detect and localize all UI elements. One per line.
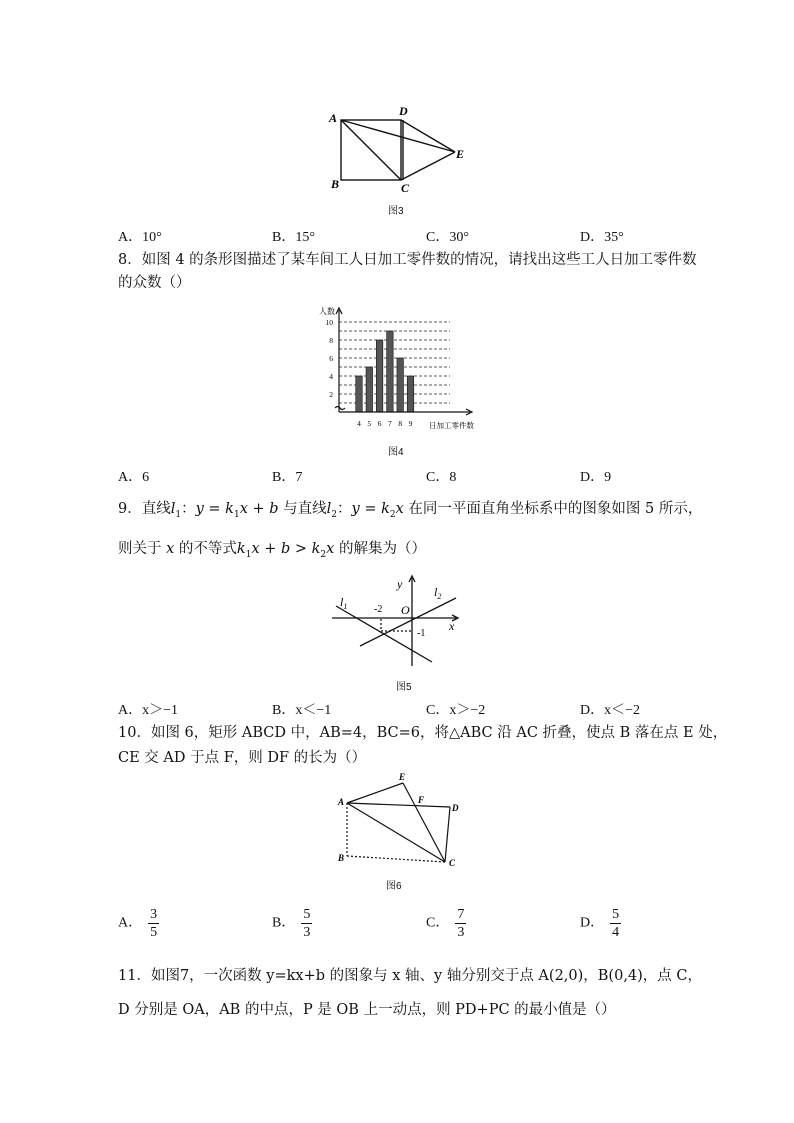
q10-option-b-label: B． xyxy=(272,915,296,931)
fig6-label-b: B xyxy=(338,853,345,863)
fraction-numerator: 5 xyxy=(612,907,620,922)
fraction-numerator: 3 xyxy=(150,907,158,922)
fig3-label-e: E xyxy=(456,147,465,161)
fig3-caption: 图3 xyxy=(388,206,404,217)
fig5-l1-label xyxy=(340,595,347,611)
fig5-caption: 图5 xyxy=(396,682,412,693)
fig4-x-tick-label: 4 xyxy=(357,419,361,428)
q9-text-line1 xyxy=(118,499,702,525)
q10-option-a-label: A． xyxy=(118,915,143,931)
fig4-y-tick-label: 4 xyxy=(329,372,333,381)
q9-mid: 与直线 xyxy=(278,501,327,517)
fig5-origin-label: O xyxy=(401,603,410,617)
q9-l1: l xyxy=(170,501,176,517)
q8-option-c: C．8 xyxy=(426,470,457,485)
fig3-label-c: C xyxy=(401,181,410,195)
q7-option-d: D．35° xyxy=(580,230,624,245)
fraction-denominator: 4 xyxy=(612,925,620,940)
q8-option-d: D．9 xyxy=(580,470,612,485)
q8-option-a: A．6 xyxy=(118,470,150,485)
q9-eq1b: x + b xyxy=(239,501,279,517)
fig5-y-label: y xyxy=(397,577,403,591)
q9-x: x xyxy=(166,541,175,557)
fig3-label-b: B xyxy=(331,177,340,191)
q9-l2-sub: 2 xyxy=(331,509,338,520)
q10-option-b-fraction xyxy=(301,906,312,941)
fig4-bar xyxy=(407,376,414,412)
figure-6 xyxy=(333,770,468,870)
fig5-l2: l xyxy=(434,585,438,599)
fig6-label-c: C xyxy=(449,858,456,868)
q9-ineq2: x + b > k xyxy=(251,541,321,557)
q9-option-b: B．x＜−1 xyxy=(272,703,332,718)
q9-text-line2 xyxy=(118,539,426,565)
q9-eq1: y = k xyxy=(195,501,234,517)
q9-ineq1-sub: 1 xyxy=(245,549,252,560)
q8-text-line2: 的众数（） xyxy=(118,275,191,291)
fig4-x-tick-label: 7 xyxy=(388,419,392,428)
q9-option-d: D．x＜−2 xyxy=(580,703,641,718)
fig4-y-tick-label: 8 xyxy=(329,336,333,345)
q10-option-b xyxy=(272,906,312,941)
fig5-minus1-label: -1 xyxy=(417,628,426,639)
q10-option-c-label: C． xyxy=(426,915,450,931)
fig4-bar xyxy=(366,367,373,412)
fig3-label-d: D xyxy=(399,104,408,118)
q8-text-line1: 8．如图 4 的条形图描述了某车间工人日加工零件数的情况，请找出这些工人日加工零件数 xyxy=(118,252,697,268)
fig4-bar xyxy=(376,340,383,412)
q9-ineq1: k xyxy=(236,541,246,557)
fraction-denominator: 3 xyxy=(457,925,465,940)
figure-4-bar-chart xyxy=(305,300,485,435)
fig4-xlabel: 日加工零件数 xyxy=(429,421,474,430)
q9-option-c: C．x＞−2 xyxy=(426,703,486,718)
fig4-x-tick-label: 8 xyxy=(398,419,403,428)
q7-option-a: A．10° xyxy=(118,230,162,245)
q10-option-d-label: D． xyxy=(580,915,605,931)
fig6-label-e: E xyxy=(399,772,406,782)
q9-ineq3: x xyxy=(326,541,335,557)
fig4-bar xyxy=(397,358,404,412)
fig4-x-tick-label: 9 xyxy=(408,419,413,428)
fig5-x-label: x xyxy=(449,619,455,633)
q9-line2c: 的解集为（） xyxy=(334,541,426,557)
q9-k1-sub: 1 xyxy=(233,509,240,520)
fig4-x-tick-label: 5 xyxy=(367,419,372,428)
q9-option-a: A．x＞−1 xyxy=(118,703,179,718)
fig5-l1-sub: 1 xyxy=(343,602,348,611)
q9-eq2: y = k xyxy=(351,501,390,517)
q9-l2: l xyxy=(326,501,332,517)
q10-text-line1: 10．如图 6，矩形 ABCD 中，AB=4，BC=6，将△ABC 沿 AC 折叠，使点 B 落在点 E 处， xyxy=(118,725,728,741)
q9-ineq2-sub: 2 xyxy=(320,549,327,560)
fig6-label-d: D xyxy=(452,803,459,813)
q11-text-line1: 11．如图7，一次函数 y=kx+b 的图象与 x 轴、y 轴分别交于点 A(2,0)，B(0,4)，点 C， xyxy=(118,968,703,984)
fig5-l2-sub: 2 xyxy=(437,592,442,601)
fig4-y-tick-label: 6 xyxy=(329,354,333,363)
fig4-caption: 图4 xyxy=(388,447,404,458)
fig3-label-a: A xyxy=(329,111,338,125)
fraction-denominator: 3 xyxy=(303,925,311,940)
fig4-x-tick-label: 6 xyxy=(377,419,382,428)
q9-k2-sub: 2 xyxy=(389,509,396,520)
q9-l1-sub: 1 xyxy=(175,509,182,520)
q10-option-c-fraction xyxy=(455,906,466,941)
fig4-y-tick-label: 10 xyxy=(325,318,333,327)
q10-text-line2: CE 交 AD 于点 F，则 DF 的长为（） xyxy=(118,750,367,766)
q10-option-c xyxy=(426,906,466,941)
q8-option-b: B．7 xyxy=(272,470,303,485)
fraction-numerator: 7 xyxy=(457,907,465,922)
fig4-bar xyxy=(387,331,394,412)
q10-option-a-fraction xyxy=(148,906,159,941)
q7-option-c: C．30° xyxy=(426,230,469,245)
q9-num: 9．直线 xyxy=(118,501,171,517)
q9-eq2b: x xyxy=(395,501,404,517)
figure-5 xyxy=(328,572,468,672)
fig4-bar xyxy=(356,376,363,412)
q9-line2b: 的不等式 xyxy=(174,541,237,557)
figure-3 xyxy=(325,100,475,195)
q10-option-d xyxy=(580,906,621,941)
fig5-minus2-label: -2 xyxy=(374,604,383,615)
fraction-numerator: 5 xyxy=(303,907,311,922)
fig6-label-f: F xyxy=(418,795,425,805)
q9-colon1: ： xyxy=(181,501,196,517)
q11-text-line2: D 分别是 OA，AB 的中点，P 是 OB 上一动点，则 PD+PC 的最小值是（） xyxy=(118,1002,616,1018)
fig6-caption: 图6 xyxy=(386,881,402,892)
fraction-denominator: 5 xyxy=(150,925,158,940)
q9-tail: 在同一平面直角坐标系中的图象如图 5 所示， xyxy=(403,501,703,517)
fig5-l1: l xyxy=(340,595,344,609)
fig6-label-a: A xyxy=(338,797,345,807)
fig4-y-tick-label: 2 xyxy=(329,390,333,399)
fig4-ylabel: 人数 xyxy=(319,307,335,316)
q9-colon2: ： xyxy=(337,501,352,517)
q9-line2a: 则关于 xyxy=(118,541,167,557)
q7-option-b: B．15° xyxy=(272,230,315,245)
fig5-l2-label xyxy=(434,585,441,601)
q10-option-d-fraction xyxy=(610,906,621,941)
q10-option-a xyxy=(118,906,159,941)
